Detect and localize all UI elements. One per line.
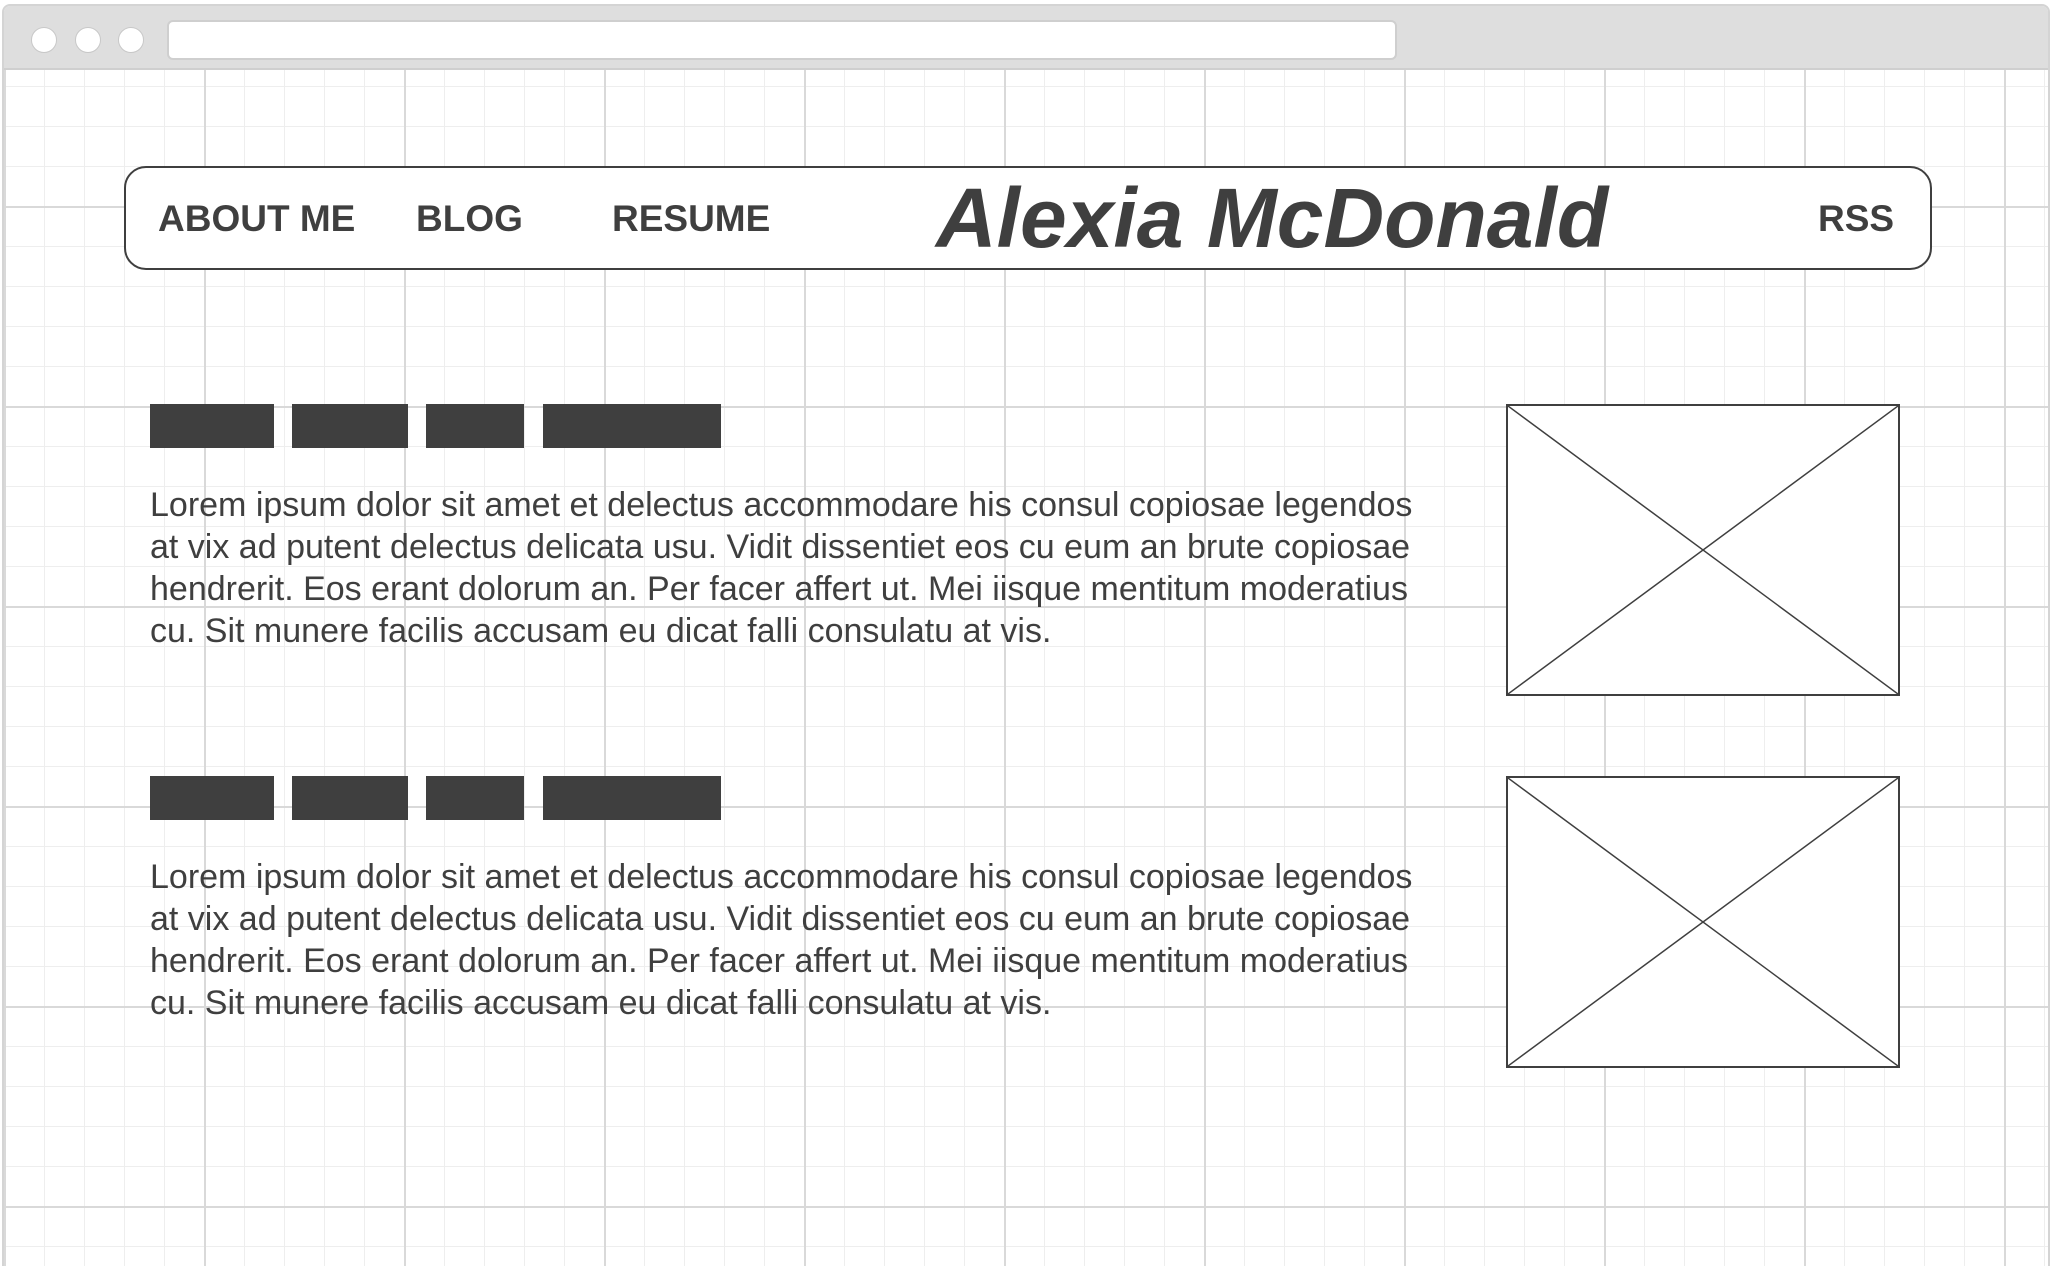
post-tag-placeholder[interactable] xyxy=(426,776,524,820)
address-bar-input[interactable] xyxy=(167,20,1397,60)
post-tag-placeholder[interactable] xyxy=(150,776,274,820)
window-maximize-button[interactable] xyxy=(118,27,144,53)
post-tag-placeholder[interactable] xyxy=(292,776,408,820)
nav-link-about[interactable]: ABOUT ME xyxy=(158,198,356,239)
site-title: Alexia McDonald xyxy=(936,171,1609,265)
window-minimize-button[interactable] xyxy=(75,27,101,53)
image-placeholder xyxy=(1506,776,1900,1068)
browser-titlebar xyxy=(4,6,2048,70)
nav-link-resume[interactable]: RESUME xyxy=(612,198,771,239)
nav-link-blog[interactable]: BLOG xyxy=(416,198,523,239)
image-placeholder xyxy=(1506,404,1900,696)
post-tag-placeholder[interactable] xyxy=(543,776,721,820)
post-tag-placeholder[interactable] xyxy=(543,404,721,448)
post-body-text: Lorem ipsum dolor sit amet et delectus accommodare his consul copiosae legendos at vix ad putent delectus delicata usu. Vidit dissentiet eos cu eum an brute copiosae hendrerit. Eos erant dolorum an. Per facer affert ut. Mei iisque mentitum moderatius cu. Sit munere facilis accusam eu dicat falli consulatu at vis. xyxy=(150,486,1413,650)
nav-link-rss[interactable]: RSS xyxy=(1818,198,1895,239)
wireframe-canvas xyxy=(4,70,2048,1266)
post-tag-placeholder[interactable] xyxy=(292,404,408,448)
window-close-button[interactable] xyxy=(31,27,57,53)
post-body-text: Lorem ipsum dolor sit amet et delectus accommodare his consul copiosae legendos at vix ad putent delectus delicata usu. Vidit dissentiet eos cu eum an brute copiosae hendrerit. Eos erant dolorum an. Per facer affert ut. Mei iisque mentitum moderatius cu. Sit munere facilis accusam eu dicat falli consulatu at vis. xyxy=(150,858,1413,1022)
post-tag-placeholder[interactable] xyxy=(150,404,274,448)
image-placeholder-icon xyxy=(1508,778,1898,1066)
post-tag-placeholder[interactable] xyxy=(426,404,524,448)
image-placeholder-icon xyxy=(1508,406,1898,694)
site-navbar xyxy=(124,166,1932,270)
browser-window xyxy=(2,4,2050,1266)
